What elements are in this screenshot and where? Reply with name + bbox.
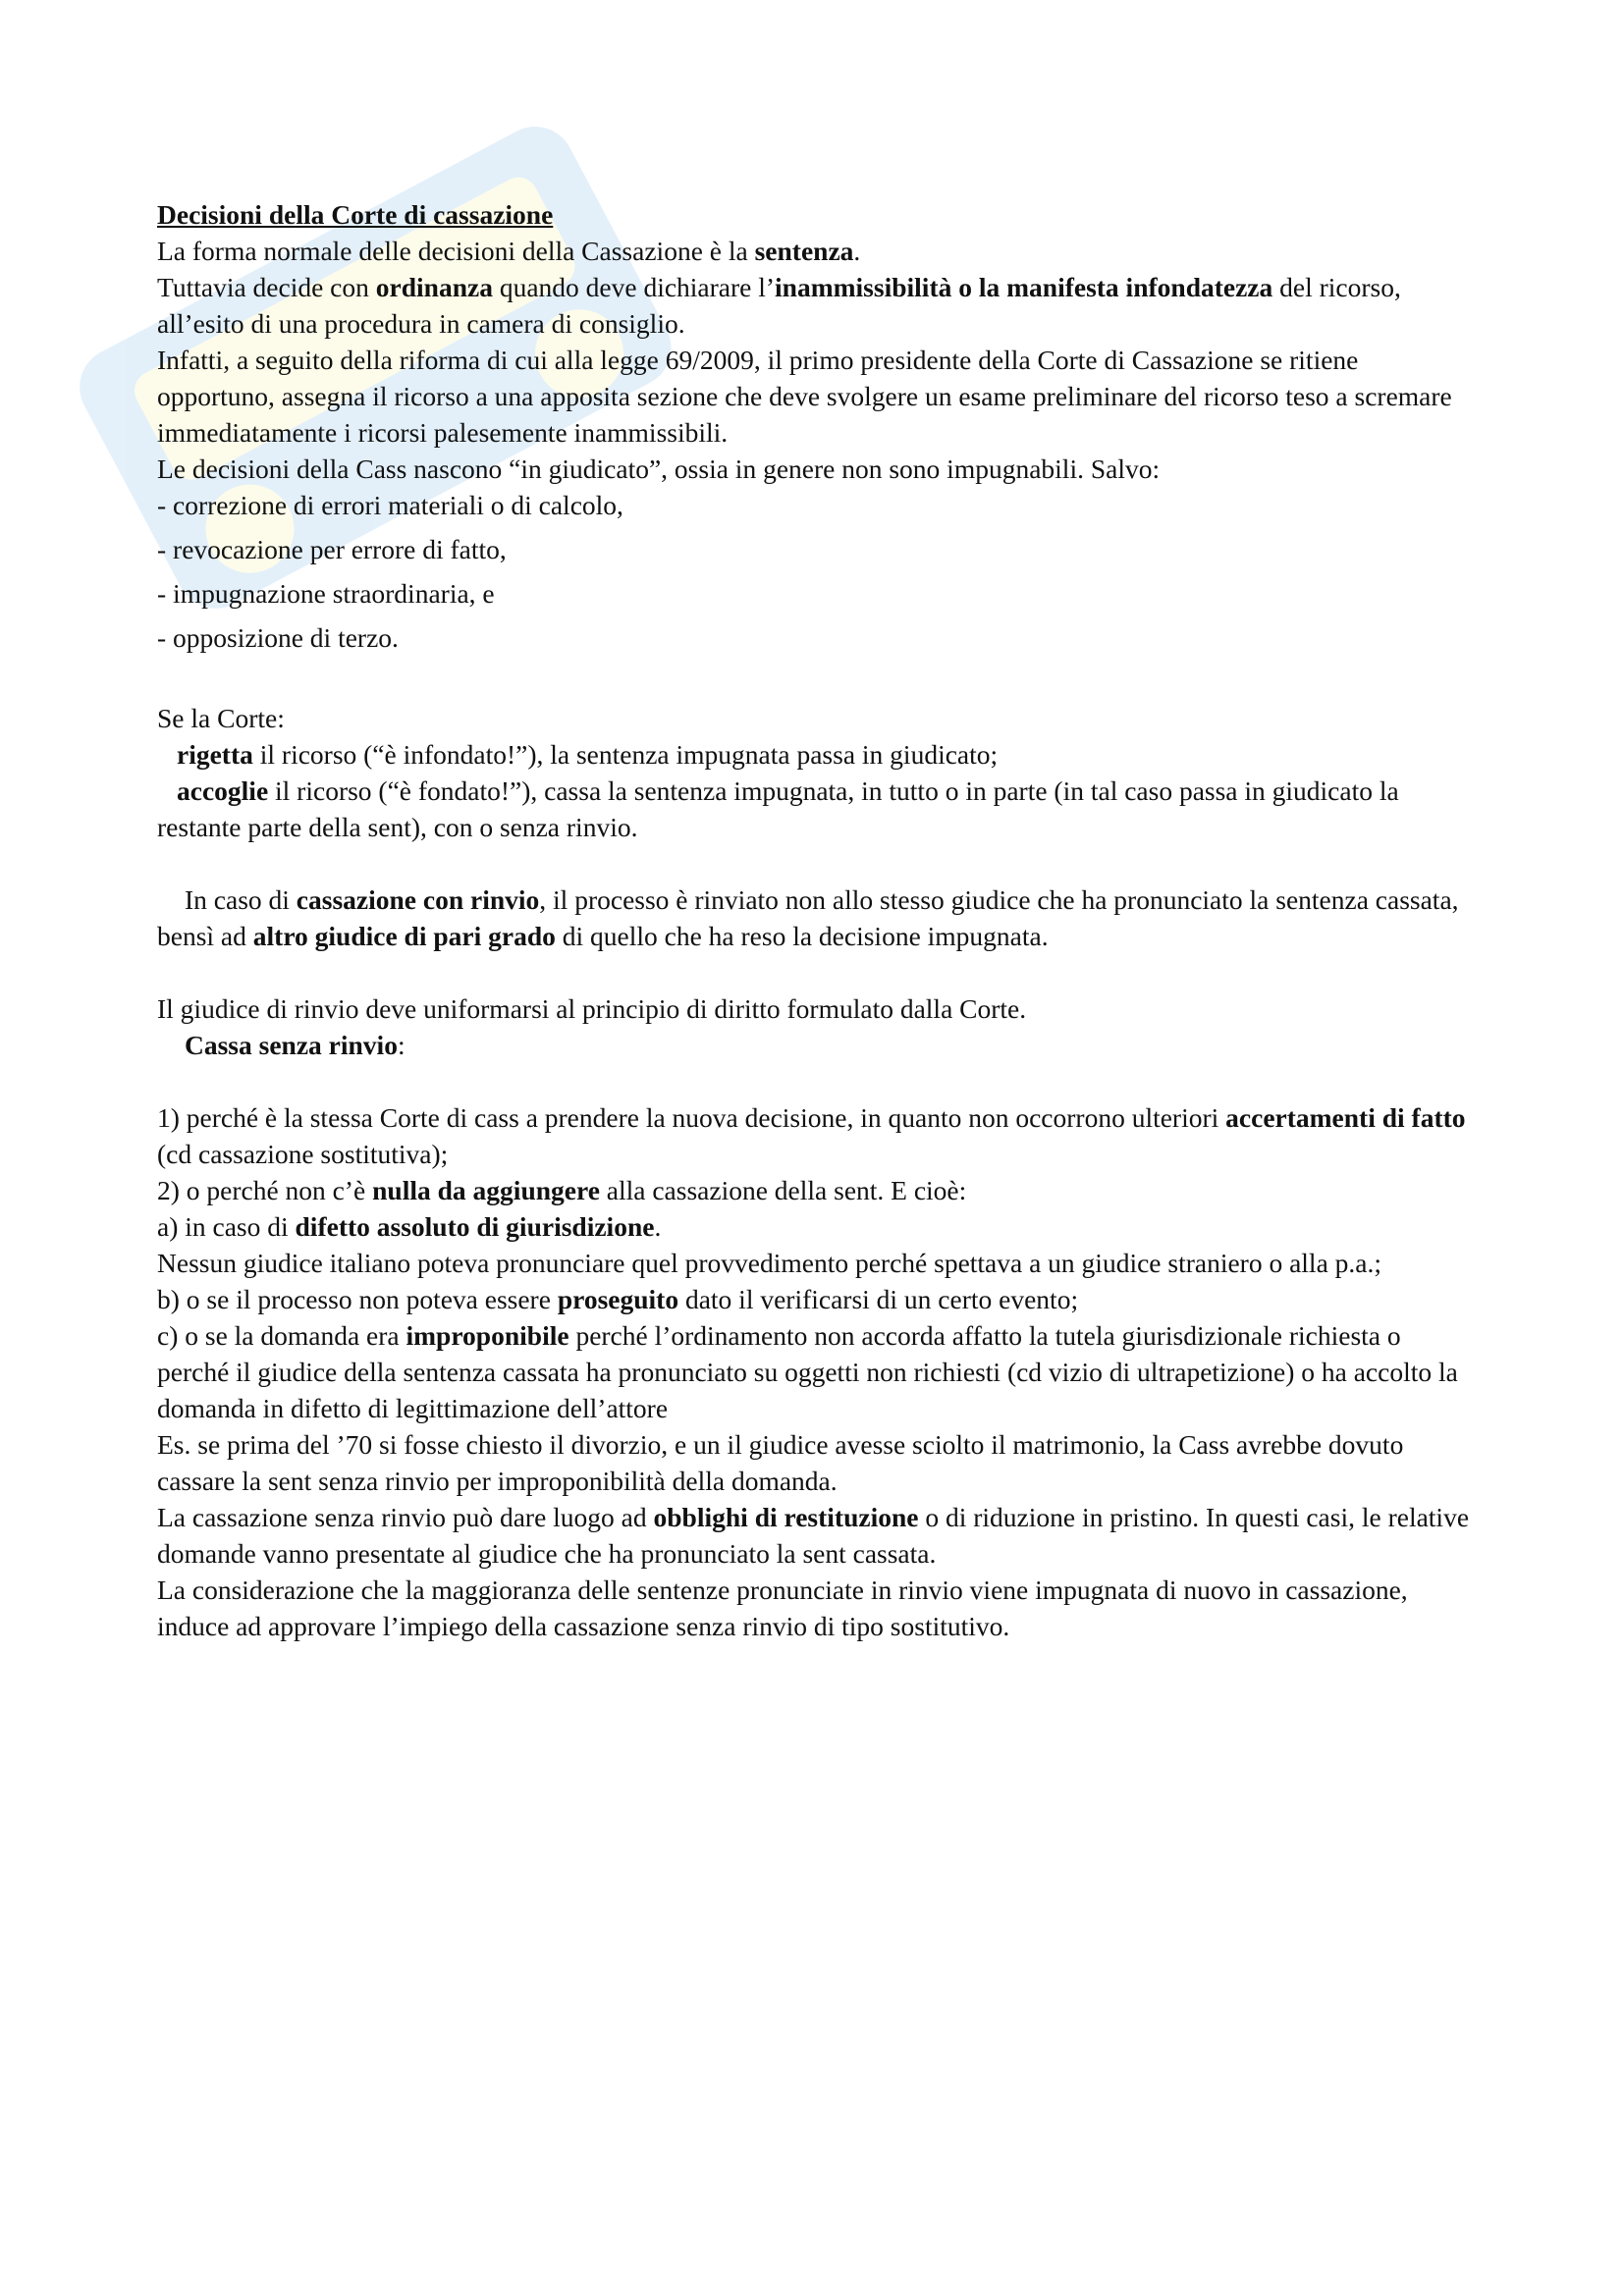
bullet-rigetta: rigetta il ricorso (“è infondato!”), la sentenza impugnata passa in giudicato; [177, 739, 999, 770]
document-page [157, 196, 1473, 1644]
list-item: - impugnazione straordinaria, e [157, 578, 495, 609]
paragraph-riforma: Infatti, a seguito della riforma di cui alla legge 69/2009, il primo presidente della Corte di Cassazione se ritiene opportuno, assegna il ricorso a una apposita sezione che deve svolgere un esame preliminare del ricorso teso a scremare immediatamente i ricorsi palesemente inammissibili. [157, 345, 1452, 448]
paragraph-giudice-rinvio: Il giudice di rinvio deve uniformarsi al principio di diritto formulato dalla Corte. [157, 993, 1027, 1024]
item-a-detail: Nessun giudice italiano poteva pronunciare quel provvedimento perché spettava a un giudice straniero o alla p.a.; [157, 1248, 1381, 1278]
document-title: Decisioni della Corte di cassazione [157, 199, 554, 230]
list-item: - revocazione per errore di fatto, [157, 534, 507, 564]
item-1: 1) perché è la stessa Corte di cass a prendere la nuova decisione, in quanto non occorrono ulteriori accertamenti di fatto (cd cassazione sostitutiva); [157, 1102, 1466, 1169]
exceptions-list [157, 487, 1473, 656]
list-item: - correzione di errori materiali o di calcolo, [157, 490, 623, 520]
bullet-accoglie: accoglie il ricorso (“è fondato!”), cassa la sentenza impugnata, in tutto o in parte (in tal caso passa in giudicato la restante parte della sent), con o senza rinvio. [157, 775, 1399, 842]
paragraph-impugnabili: Le decisioni della Cass nascono “in giudicato”, ossia in genere non sono impugnabili. Salvo: [157, 454, 1161, 484]
heading-cassa-senza-rinvio: Cassa senza rinvio: [185, 1030, 406, 1060]
item-a: a) in caso di difetto assoluto di giurisdizione. [157, 1211, 662, 1242]
paragraph-se-la-corte: Se la Corte: [157, 703, 285, 733]
item-2: 2) o perché non c’è nulla da aggiungere alla cassazione della sent. E cioè: [157, 1175, 967, 1205]
paragraph-conclusione: La considerazione che la maggioranza delle sentenze pronunciate in rinvio viene impugnata di nuovo in cassazione, induce ad approvare l’impiego della cassazione senza rinvio di tipo sostitutivo. [157, 1575, 1408, 1641]
paragraph-restituzione: La cassazione senza rinvio può dare luogo ad obblighi di restituzione o di riduzione in pristino. In questi casi, le relative domande vanno presentate al giudice che ha pronunciato la sent cassata. [157, 1502, 1470, 1569]
item-c: c) o se la domanda era improponibile perché l’ordinamento non accorda affatto la tutela giurisdizionale richiesta o perché il giudice della sentenza cassata ha pronunciato su oggetti non richiesti (cd vizio di ultrapetizione) o ha accolto la domanda in difetto di legittimazione dell’attore [157, 1320, 1458, 1423]
item-b: b) o se il processo non poteva essere proseguito dato il verificarsi di un certo evento; [157, 1284, 1079, 1314]
list-item: - opposizione di terzo. [157, 622, 399, 653]
paragraph-forma-normale: La forma normale delle decisioni della Cassazione è la sentenza. [157, 236, 861, 266]
paragraph-esempio: Es. se prima del ’70 si fosse chiesto il divorzio, e un il giudice avesse sciolto il matrimonio, la Cass avrebbe dovuto cassare la sent senza rinvio per improponibilità della domanda. [157, 1429, 1404, 1496]
paragraph-ordinanza: Tuttavia decide con ordinanza quando deve dichiarare l’inammissibilità o la manifesta infondatezza del ricorso, all’esito di una procedura in camera di consiglio. [157, 272, 1401, 339]
paragraph-cassazione-con-rinvio: In caso di cassazione con rinvio, il processo è rinviato non allo stesso giudice che ha pronunciato la sentenza cassata, bensì ad altro giudice di pari grado di quello che ha reso la decisione impugnata. [157, 884, 1459, 951]
